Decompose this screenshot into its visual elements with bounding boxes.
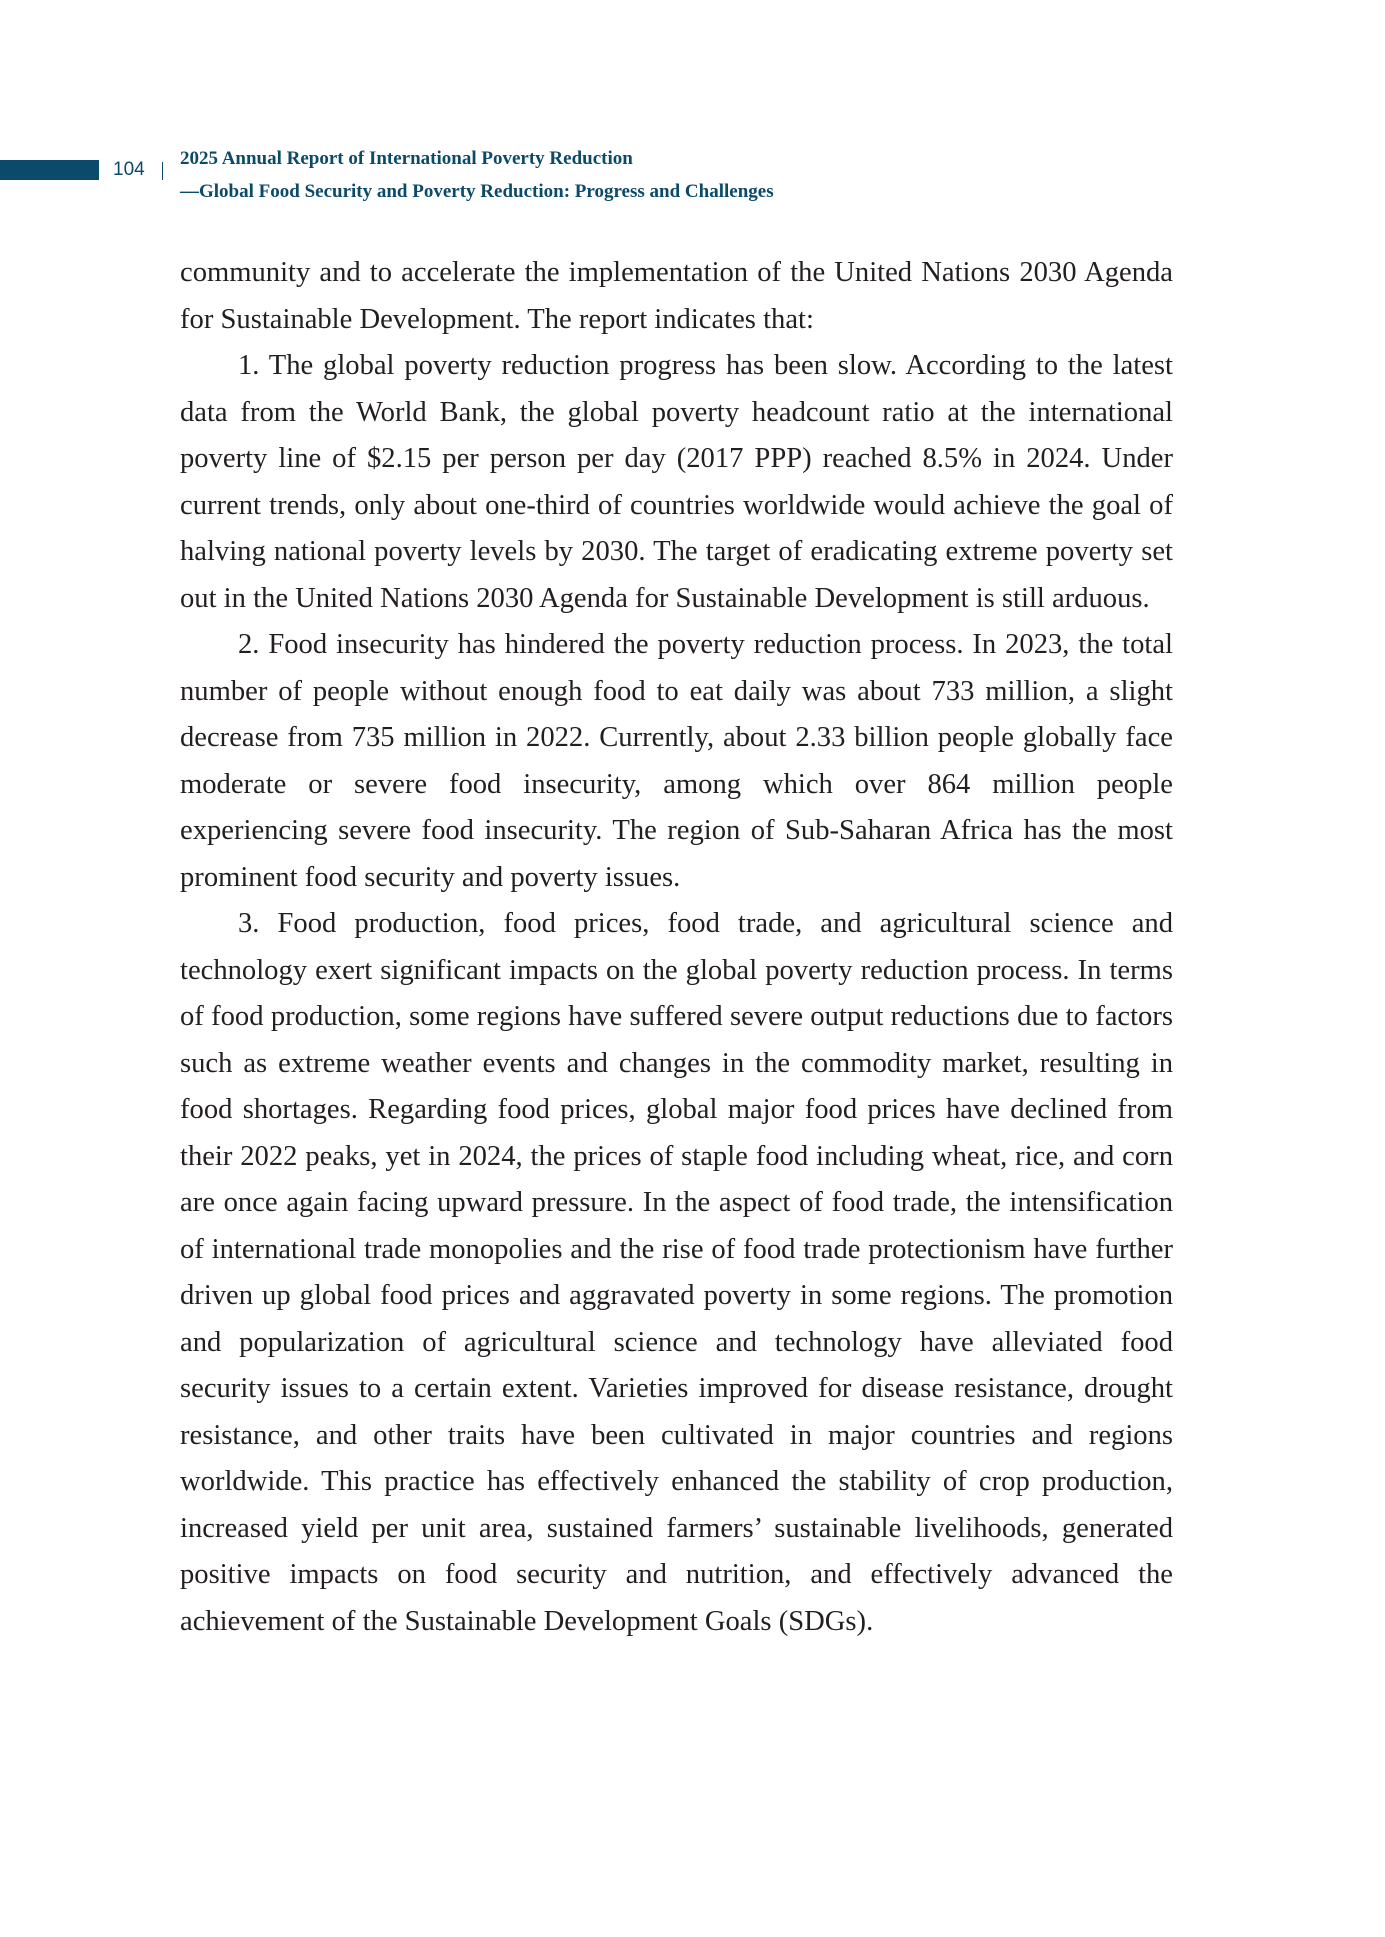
- body-text: [180, 250, 1173, 1645]
- running-header-title: 2025 Annual Report of International Poverty Reduction: [180, 148, 633, 169]
- running-header-subtitle: —Global Food Security and Poverty Reduction: Progress and Challenges: [180, 181, 774, 202]
- paragraph-finding-3: 3. Food production, food prices, food trade, and agricultural science and technology exert significant impacts on the global poverty reduction process. In terms of food production, some regions have suffered severe output reductions due to factors such as extreme weather events and changes in the commodity market, resulting in food shortages. Regarding food prices, global major food prices have declined from their 2022 peaks, yet in 2024, the prices of staple food including wheat, rice, and corn are once again facing upward pressure. In the aspect of food trade, the intensification of international trade monopolies and the rise of food trade protectionism have further driven up global food prices and aggravated poverty in some regions. The promotion and popularization of agricultural science and technology have alleviated food security issues to a certain extent. Varieties improved for disease resistance, drought resistance, and other traits have been cultivated in major countries and regions worldwide. This practice has effectively enhanced the stability of crop production, increased yield per unit area, sustained farmers’ sustainable livelihoods, generated positive impacts on food security and nutrition, and effectively advanced the achievement of the Sustainable Development Goals (SDGs).: [180, 908, 1173, 1637]
- header-separator: [162, 162, 163, 180]
- page-number: 104: [113, 159, 145, 180]
- paragraph-finding-2: 2. Food insecurity has hindered the poverty reduction process. In 2023, the total number of people without enough food to eat daily was about 733 million, a slight decrease from 735 million in 2022. Currently, about 2.33 billion people globally face moderate or severe food insecurity, among which over 864 million people experiencing severe food insecurity. The region of Sub-Saharan Africa has the most prominent food security and poverty issues.: [180, 629, 1173, 893]
- header-accent-bar: [0, 160, 99, 180]
- running-header: [180, 142, 774, 208]
- paragraph-continuation: community and to accelerate the implementation of the United Nations 2030 Agenda for Sustainable Development. The report indicates that:: [180, 257, 1173, 335]
- paragraph-finding-1: 1. The global poverty reduction progress has been slow. According to the latest data from the World Bank, the global poverty headcount ratio at the international poverty line of $2.15 per person per day (2017 PPP) reached 8.5% in 2024. Under current trends, only about one-third of countries worldwide would achieve the goal of halving national poverty levels by 2030. The target of eradicating extreme poverty set out in the United Nations 2030 Agenda for Sustainable Development is still arduous.: [180, 350, 1173, 614]
